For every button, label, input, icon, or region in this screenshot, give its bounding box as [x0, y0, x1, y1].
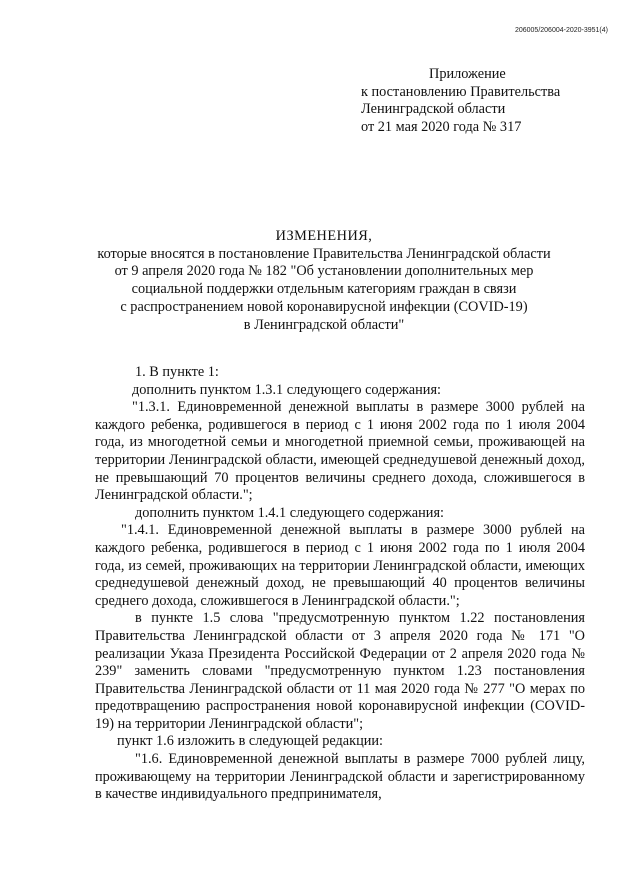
appendix-line: Ленинградской области: [361, 101, 506, 118]
paragraph-instruction: дополнить пунктом 1.3.1 следующего содержания:: [132, 381, 441, 398]
title-heading: ИЗМЕНЕНИЯ,: [275, 228, 373, 244]
document-body: [95, 364, 585, 804]
title-line: социальной поддержки отдельным категориям граждан в связи: [131, 281, 517, 298]
paragraph-instruction: дополнить пунктом 1.4.1 следующего содержания:: [135, 504, 444, 521]
document-title: [60, 228, 588, 334]
document-id: 206005/206004-2020-3951(4): [514, 27, 608, 34]
appendix-block: [361, 66, 560, 136]
title-line: от 9 апреля 2020 года № 182 "Об установлении дополнительных мер: [114, 263, 534, 280]
appendix-date: от 21 мая 2020 года № 317: [361, 118, 522, 135]
appendix-title: Приложение: [429, 66, 506, 82]
paragraph-clause-1-5: в пункте 1.5 слова "предусмотренную пунктом 1.22 постановления Правительства Ленинградской области от 3 апреля 2020 года № 171 "О реализации Указа Президента Российской Федерации от 2 апреля 2020 года № 239" заменить словами "предусмотренную пунктом 1.23 постановления Правительства Ленинградской области от 11 мая 2020 года № 277 "О мерах по предотвращению распространения новой коронавирусной инфекции (COVID-19) на территории Ленинградской области";: [95, 610, 585, 732]
title-line: которые вносятся в постановление Правительства Ленинградской области: [97, 245, 551, 262]
appendix-line: к постановлению Правительства: [361, 83, 561, 100]
paragraph-clause-1-3-1: "1.3.1. Единовременной денежной выплаты в размере 3000 рублей на каждого ребенка, родившегося в период с 1 июня 2002 года по 1 июля 2004 года, из многодетной семьи и многодетной приемной семьи, проживающей на территории Ленинградской области, имеющей среднедушевой денежный доход, не превышающий 70 процентов величины среднего дохода, сложившегося в Ленинградской области.";: [95, 399, 585, 504]
title-line: в Ленинградской области": [243, 316, 405, 333]
paragraph-clause-1-6: "1.6. Единовременной денежной выплаты в размере 7000 рублей лицу, проживающему на территории Ленинградской области и зарегистрированному в качестве индивидуального предпринимателя,: [95, 751, 585, 803]
paragraph-clause-1-4-1: "1.4.1. Единовременной денежной выплаты в размере 3000 рублей на каждого ребенка, родившегося в период с 1 июня 2002 года по 1 июля 2004 года, из семей, проживающих на территории Ленинградской области, имеющих среднедушевой денежный доход, не превышающий 40 процентов величины среднего дохода, сложившегося в Ленинградской области.";: [95, 522, 585, 609]
title-line: с распространением новой коронавирусной инфекции (COVID-19): [120, 298, 528, 315]
paragraph-instruction: пункт 1.6 изложить в следующей редакции:: [117, 733, 384, 750]
paragraph-item-1: 1. В пункте 1:: [135, 364, 219, 380]
